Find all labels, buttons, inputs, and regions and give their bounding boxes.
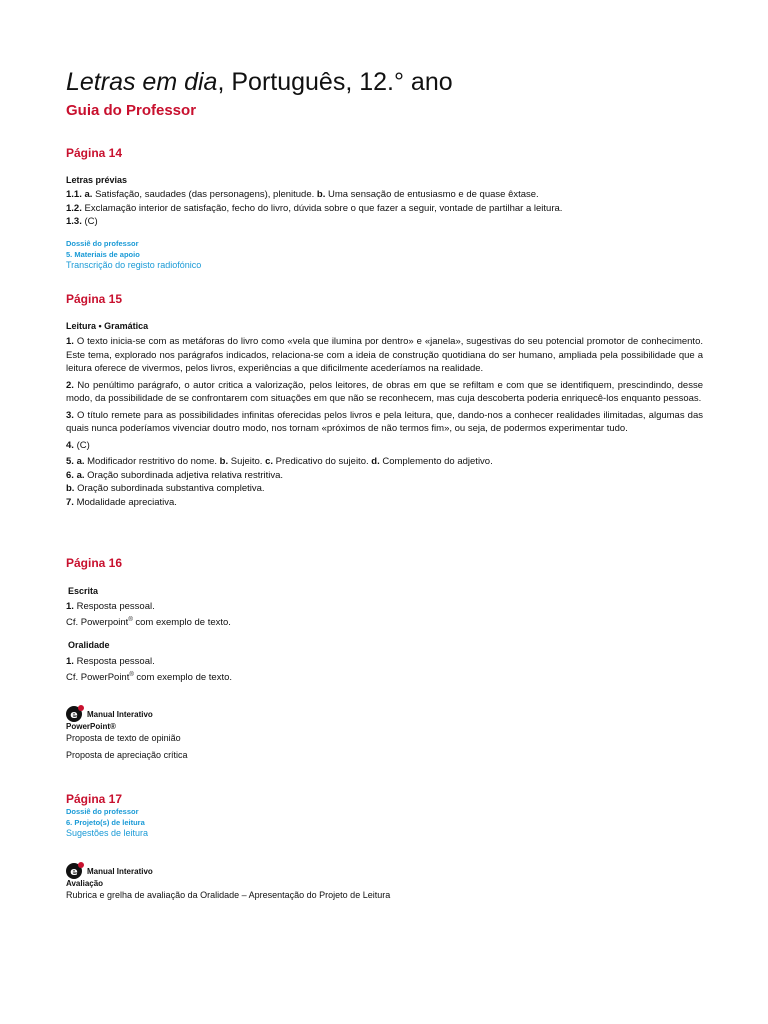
link-dossie-professor[interactable]: Dossiê do professor — [66, 239, 139, 248]
manual-interativo-label-2: Manual Interativo — [87, 866, 153, 876]
p14-resources — [66, 238, 703, 271]
title-italic: Letras em dia — [66, 68, 218, 96]
escrita-answer-1: 1. Resposta pessoal. — [66, 601, 155, 612]
link-materiais-apoio[interactable]: 5. Materiais de apoio — [66, 250, 140, 259]
oralidade-cf: Cf. PowerPoint® com exemplo de texto. — [66, 671, 233, 683]
section-heading-p15: Página 15 — [66, 292, 123, 306]
label-leitura-gramatica: Leitura • Gramática — [66, 321, 149, 331]
manual-interativo-label: Manual Interativo — [87, 709, 153, 719]
e-manual-logo-icon: e — [66, 863, 82, 879]
answer-7: 7. Modalidade apreciativa. — [66, 496, 177, 508]
e-manual-logo-icon: e — [66, 706, 82, 722]
section-heading-p17: Página 17 — [66, 792, 123, 806]
powerpoint-label: PowerPoint® — [66, 722, 116, 731]
answer-6b: b. Oração subordinada substantiva completiva. — [66, 483, 265, 494]
p15-answers — [66, 335, 703, 509]
answer-3: 3. O título remete para as possibilidades infinitas oferecidas pelos livros e pela leitura, que, dando-nos a conhecer realidades ilimitadas, algumas das quais nunca poderíamos vivenciar doutro modo, nos tornam «próximos de não termos fim», ou seja, de podermos experimentar tudo. — [66, 409, 703, 434]
escrita-cf: Cf. Powerpoint® com exemplo de texto. — [66, 616, 231, 628]
link-proposta-apreciacao[interactable]: Proposta de apreciação crítica — [66, 750, 188, 760]
answer-6a: 6. a. Oração subordinada adjetiva relativa restritiva. — [66, 469, 284, 481]
link-rubrica-grelha[interactable]: Rubrica e grelha de avaliação da Oralidade – Apresentação do Projeto de Leitura — [66, 890, 391, 900]
answer-1-3: 1.3. (C) — [66, 216, 98, 227]
manual-interativo-header-2 — [66, 863, 153, 879]
answer-2: 2. No penúltimo parágrafo, o autor critica a valorização, pelos leitores, de obras em que se refiltam e com que se identifiquem, prescindindo, desse modo, da possibilidade de se confrontarem com situações em que não se reconhecem, mas cuja descoberta poderia enriquecê-los enquanto pessoas. — [66, 379, 703, 404]
answer-1-2: 1.2. Exclamação interior de satisfação, fecho do livro, dúvida sobre o que fazer a seguir, vontade de partilhar a leitura. — [66, 202, 563, 214]
document-page — [66, 66, 703, 900]
label-escrita: Escrita — [68, 586, 99, 596]
p17-avaliacao — [66, 879, 703, 903]
answer-4: 4. (C) — [66, 439, 90, 451]
answer-5: 5. a. Modificador restritivo do nome. b. Sujeito. c. Predicativo do sujeito. d. Complemento do adjetivo. — [66, 456, 493, 467]
section-heading-p14: Página 14 — [66, 146, 123, 160]
title-rest: , Português, 12.° ano — [217, 68, 453, 96]
link-sugestoes-leitura[interactable]: Sugestões de leitura — [66, 828, 149, 838]
p14-answers — [66, 188, 703, 229]
label-letras-previas: Letras prévias — [66, 175, 128, 185]
link-projetos-leitura[interactable]: 6. Projeto(s) de leitura — [66, 818, 145, 827]
avaliacao-label: Avaliação — [66, 879, 104, 888]
link-transcricao[interactable]: Transcrição do registo radiofónico — [66, 260, 202, 270]
label-oralidade: Oralidade — [68, 640, 110, 650]
p17-resources — [66, 806, 703, 839]
link-proposta-opiniao[interactable]: Proposta de texto de opinião — [66, 733, 181, 743]
section-heading-p16: Página 16 — [66, 556, 123, 570]
manual-interativo-header — [66, 706, 153, 722]
answer-1: 1. O texto inicia-se com as metáforas do livro como «vela que ilumina por dentro» e «janela», sugestivas do seu potencial promotor de conhecimento. Este tema, explorado nos parágrafos indicados, relaciona-se com a ideia de construção quotidiana do ser humano, ampliada pela possibilidade que a leitura oferece de vivermos, pelos livros, experiências a que dificilmente acederíamos na realidade. — [66, 336, 703, 374]
document-subtitle: Guia do Professor — [66, 102, 197, 119]
document-title — [66, 66, 703, 98]
p16-powerpoint — [66, 722, 703, 763]
p16-oralidade — [66, 655, 703, 684]
answer-1-1: 1.1. a. Satisfação, saudades (das personagens), plenitude. b. Uma sensação de entusiasmo e de quase êxtase. — [66, 189, 539, 200]
oralidade-answer-1: 1. Resposta pessoal. — [66, 656, 155, 667]
p16-escrita — [66, 600, 703, 629]
link-dossie-professor-2[interactable]: Dossiê do professor — [66, 807, 139, 816]
